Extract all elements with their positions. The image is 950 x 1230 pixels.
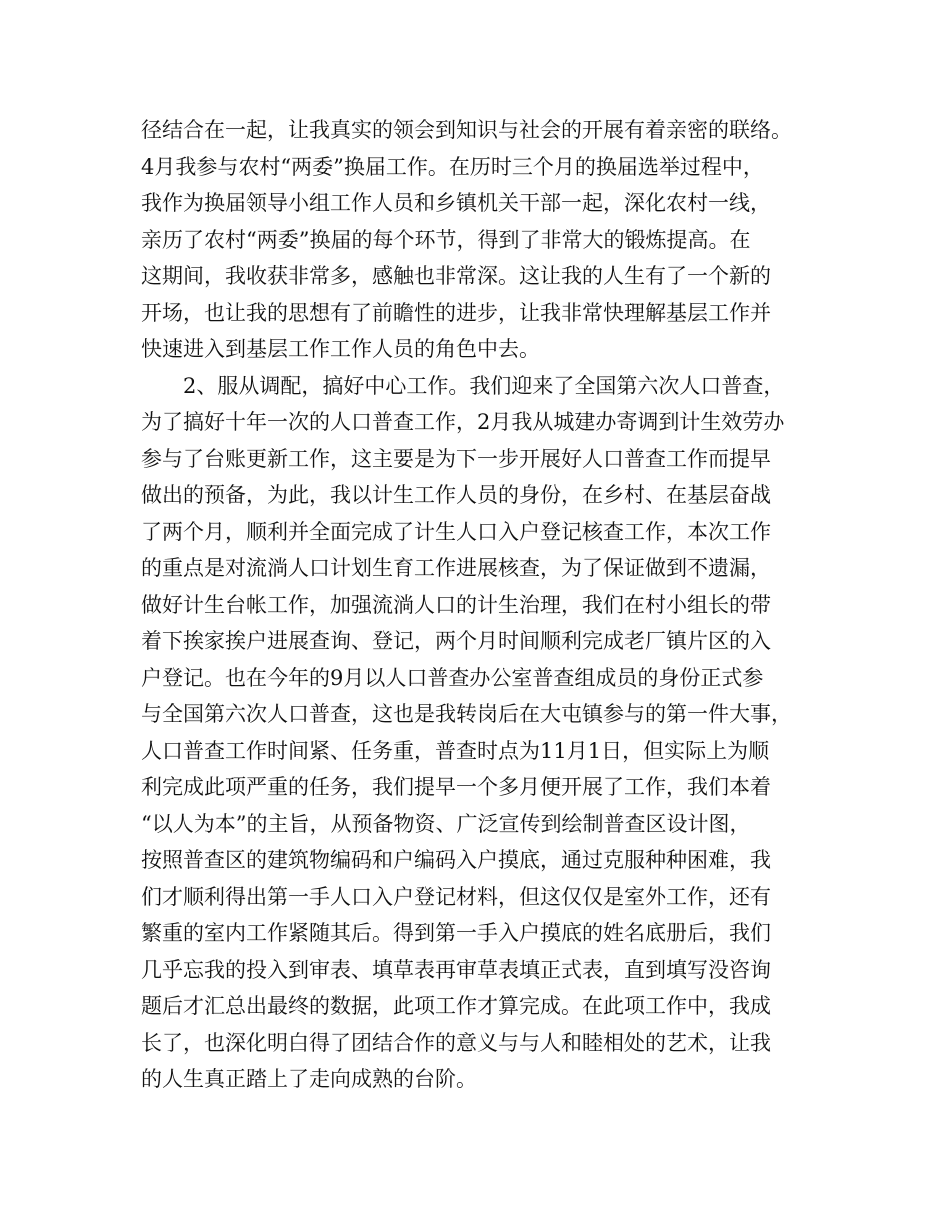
text-line: 们才顺利得出第一手人口入户登记材料，但这仅仅是室外工作，还有 [141,884,771,909]
text-line: 户登记。也在今年的9月以人口普查办公室普查组成员的身份正式参 [141,665,764,690]
paragraph-1 [141,112,841,368]
text-line: 这期间，我收获非常多，感触也非常深。这让我的人生有了一个新的 [141,264,771,288]
text-line: 与全国第六次人口普查，这也是我转岗后在大屯镇参与的第一件大事， [141,702,792,726]
text-line: 快速进入到基层工作工作人员的角色中去。 [141,337,540,361]
text-line: “以人为本”的主旨，从预备物资、广泛宣传到绘制普查区设计图， [141,811,751,836]
text-line: 做好计生台帐工作，加强流淌人口的计生治理，我们在村小组长的带 [141,592,771,617]
text-line: 人口普查工作时间紧、任务重，普查时点为11月1日，但实际上为顺 [141,738,770,763]
text-line: 开场，也让我的思想有了前瞻性的进步，让我非常快理解基层工作并 [141,300,771,325]
text-line: 着下挨家挨户进展查询、登记，两个月时间顺利完成老厂镇片区的入 [141,629,771,653]
text-line: 按照普查区的建筑物编码和户编码入户摸底，通过克服种种困难，我 [141,848,771,872]
paragraph-2 [141,368,841,1098]
text-line: 长了，也深化明白得了团结合作的意义与与人和睦相处的艺术，让我 [141,1030,771,1055]
text-line: 我作为换届领导小组工作人员和乡镇机关干部一起，深化农村一线， [141,191,771,215]
text-line: 题后才汇总出最终的数据，此项工作才算完成。在此项工作中，我成 [141,994,771,1018]
text-line: 了两个月，顺利并全面完成了计生人口入户登记核查工作，本次工作 [141,519,771,544]
text-line: 4月我参与农村“两委”换届工作。在历时三个月的换届选举过程中， [141,154,764,179]
text-line: 为了搞好十年一次的人口普查工作，2月我从城建办寄调到计生效劳办 [141,410,785,434]
document-body [141,112,841,1098]
text-line: 径结合在一起，让我真实的领会到知识与社会的开展有着亲密的联络。 [141,118,792,142]
text-line: 亲历了农村“两委”换届的每个环节，得到了非常大的锻炼提高。在 [141,227,751,252]
text-line: 的人生真正踏上了走向成熟的台阶。 [141,1067,477,1091]
text-line: 的重点是对流淌人口计划生育工作进展核查，为了保证做到不遗漏， [141,556,771,580]
text-line: 参与了台账更新工作，这主要是为下一步开展好人口普查工作而提早 [141,446,771,471]
text-line: 繁重的室内工作紧随其后。得到第一手入户摸底的姓名底册后，我们 [141,921,771,945]
text-line: 做出的预备，为此，我以计生工作人员的身份，在乡村、在基层奋战 [141,483,771,507]
text-line: 2、服从调配，搞好中心工作。我们迎来了全国第六次人口普查， [183,373,785,398]
text-line: 几乎忘我的投入到审表、填草表再审草表填正式表，直到填写没咨询 [141,957,771,982]
text-line: 利完成此项严重的任务，我们提早一个多月便开展了工作，我们本着 [141,775,771,799]
